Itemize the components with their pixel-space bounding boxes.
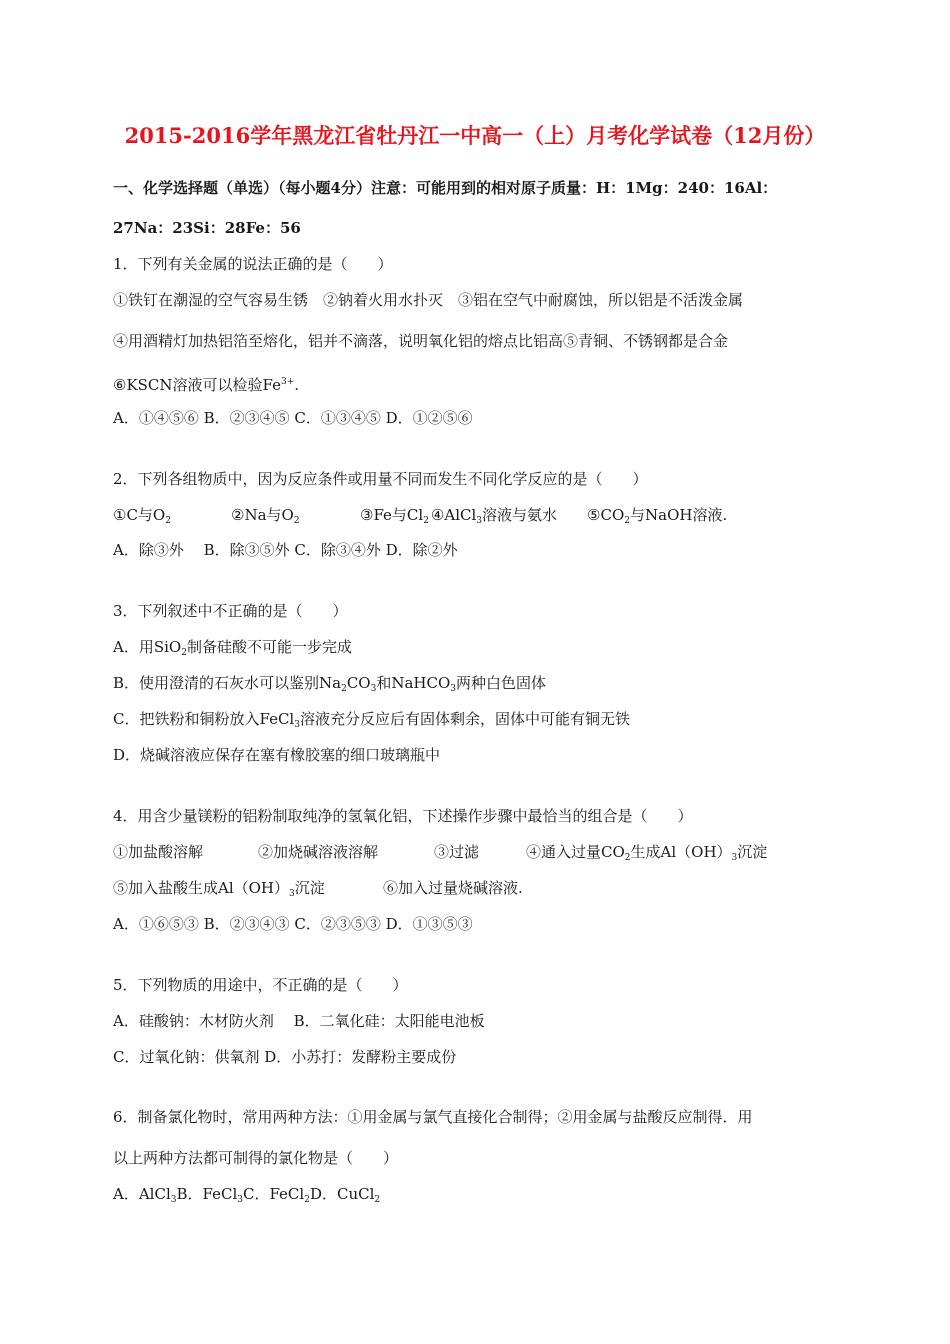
subscript: 2 — [304, 1195, 310, 1205]
text: A．用SiO — [113, 638, 182, 656]
question-1-options: A．①④⑤⑥ B．②③④⑤ C．①③④⑤ D．①②⑤⑥ — [113, 409, 473, 427]
text: ①C与O — [113, 506, 166, 524]
subscript: 2 — [624, 516, 630, 526]
subscript: 2 — [423, 516, 429, 526]
text: 和NaHCO — [376, 674, 451, 692]
question-1-statement-line: ①铁钉在潮湿的空气容易生锈 ②钠着火用水扑灭 ③铝在空气中耐腐蚀，所以铝是不活泼金属 — [113, 291, 744, 309]
section-heading-continued: 27Na：23Si：28Fe：56 — [113, 219, 301, 237]
text: ⑤CO — [587, 506, 625, 524]
question-3-option-b — [113, 673, 546, 699]
subscript: 3 — [294, 720, 300, 730]
text: ⑥KSCN溶液可以检验Fe — [113, 376, 281, 394]
text: ③Fe与Cl — [360, 506, 424, 524]
item — [360, 506, 429, 524]
subscript: 3 — [476, 516, 483, 526]
question-4-steps — [113, 878, 523, 904]
text: ④AlCl — [430, 506, 477, 524]
text: 沉淀 — [737, 843, 768, 861]
question-6-options — [113, 1184, 380, 1210]
text: ⑤加入盐酸生成Al（OH） — [113, 879, 290, 897]
question-1-stem: 1．下列有关金属的说法正确的是（ ） — [113, 255, 393, 273]
question-5-options-cd: C．过氧化钠：供氧剂 D．小苏打：发酵粉主要成份 — [113, 1048, 457, 1066]
text: C．把铁粉和铜粉放入FeCl — [113, 710, 295, 728]
question-5-options-ab: A．硅酸钠：木材防火剂 B．二氧化硅：太阳能电池板 — [113, 1012, 485, 1030]
subscript: 3 — [731, 853, 738, 863]
question-3-option-c — [113, 709, 630, 735]
section-heading: 一、化学选择题（单选）（每小题4分）注意：可能用到的相对原子质量：H：1Mg：240：16Al： — [113, 179, 778, 197]
text: ②Na与O — [231, 506, 294, 524]
subscript: 3 — [170, 1195, 177, 1205]
question-3-option-d: D．烧碱溶液应保存在塞有橡胶塞的细口玻璃瓶中 — [113, 746, 441, 764]
text: B．FeCl — [176, 1185, 238, 1203]
item — [431, 506, 557, 524]
text: . — [294, 376, 300, 394]
question-3-option-a — [113, 637, 352, 663]
subscript: 2 — [293, 516, 300, 526]
step — [113, 878, 383, 904]
page-title: 2015-2016学年黑龙江省牡丹江一中高一（上）月考化学试卷（12月份） — [124, 123, 826, 148]
question-6-stem-continued: 以上两种方法都可制得的氯化物是（ ） — [113, 1149, 399, 1167]
subscript: 3 — [370, 684, 377, 694]
question-3-stem: 3．下列叙述中不正确的是（ ） — [113, 602, 348, 620]
subscript: 2 — [624, 853, 631, 863]
text: A．AlCl — [113, 1185, 171, 1203]
subscript: 2 — [165, 516, 171, 526]
text: 沉淀 — [294, 879, 325, 897]
subscript: 3 — [450, 684, 457, 694]
question-4-options: A．①⑥⑤③ B．②③④③ C．②③⑤③ D．①③⑤③ — [113, 915, 473, 933]
step: ②加烧碱溶液溶解 — [258, 843, 379, 861]
step — [526, 843, 767, 861]
text: 生成Al（OH） — [630, 843, 732, 861]
superscript: 3+ — [281, 377, 295, 387]
item — [231, 505, 360, 531]
text: CO — [346, 674, 371, 692]
text: 与NaOH溶液. — [630, 506, 728, 524]
step: ③过滤 — [434, 843, 480, 861]
question-1-statement-line: ④用酒精灯加热铝箔至熔化，铝并不滴落，说明氧化铝的熔点比铝高⑤青铜、不锈钢都是合金 — [113, 332, 729, 350]
text: D．CuCl — [309, 1185, 375, 1203]
step: ⑥加入过量烧碱溶液. — [383, 879, 523, 897]
question-1-statement-line — [113, 372, 299, 395]
question-2-stem: 2．下列各组物质中，因为反应条件或用量不同而发生不同化学反应的是（ ） — [113, 470, 648, 488]
text: 溶液与氨水 — [482, 506, 558, 524]
text: B．使用澄清的石灰水可以鉴别Na — [113, 674, 342, 692]
question-2-options: A．除③外 B．除③⑤外 C．除③④外 D．除②外 — [113, 541, 458, 559]
subscript: 3 — [237, 1195, 243, 1205]
step: ①加盐酸溶解 — [113, 843, 204, 861]
text: 溶液充分反应后有固体剩余，固体中可能有铜无铁 — [299, 710, 630, 728]
subscript: 3 — [289, 889, 295, 899]
question-4-stem: 4．用含少量镁粉的铝粉制取纯净的氢氧化铝，下述操作步骤中最恰当的组合是（ ） — [113, 807, 693, 825]
question-2-items — [113, 505, 727, 531]
text: ④通入过量CO — [526, 843, 625, 861]
text: 两种白色固体 — [456, 674, 547, 692]
question-4-steps — [113, 842, 767, 868]
question-6-stem: 6．制备氯化物时，常用两种方法：①用金属与氯气直接化合制得；②用金属与盐酸反应制得．用 — [113, 1108, 753, 1126]
text: 制备硅酸不可能一步完成 — [186, 638, 352, 656]
item — [587, 506, 727, 524]
subscript: 2 — [341, 684, 347, 694]
question-5-stem: 5．下列物质的用途中，不正确的是（ ） — [113, 976, 408, 994]
item — [113, 505, 231, 531]
subscript: 2 — [374, 1195, 381, 1205]
text: C．FeCl — [242, 1185, 305, 1203]
subscript: 2 — [181, 648, 187, 658]
